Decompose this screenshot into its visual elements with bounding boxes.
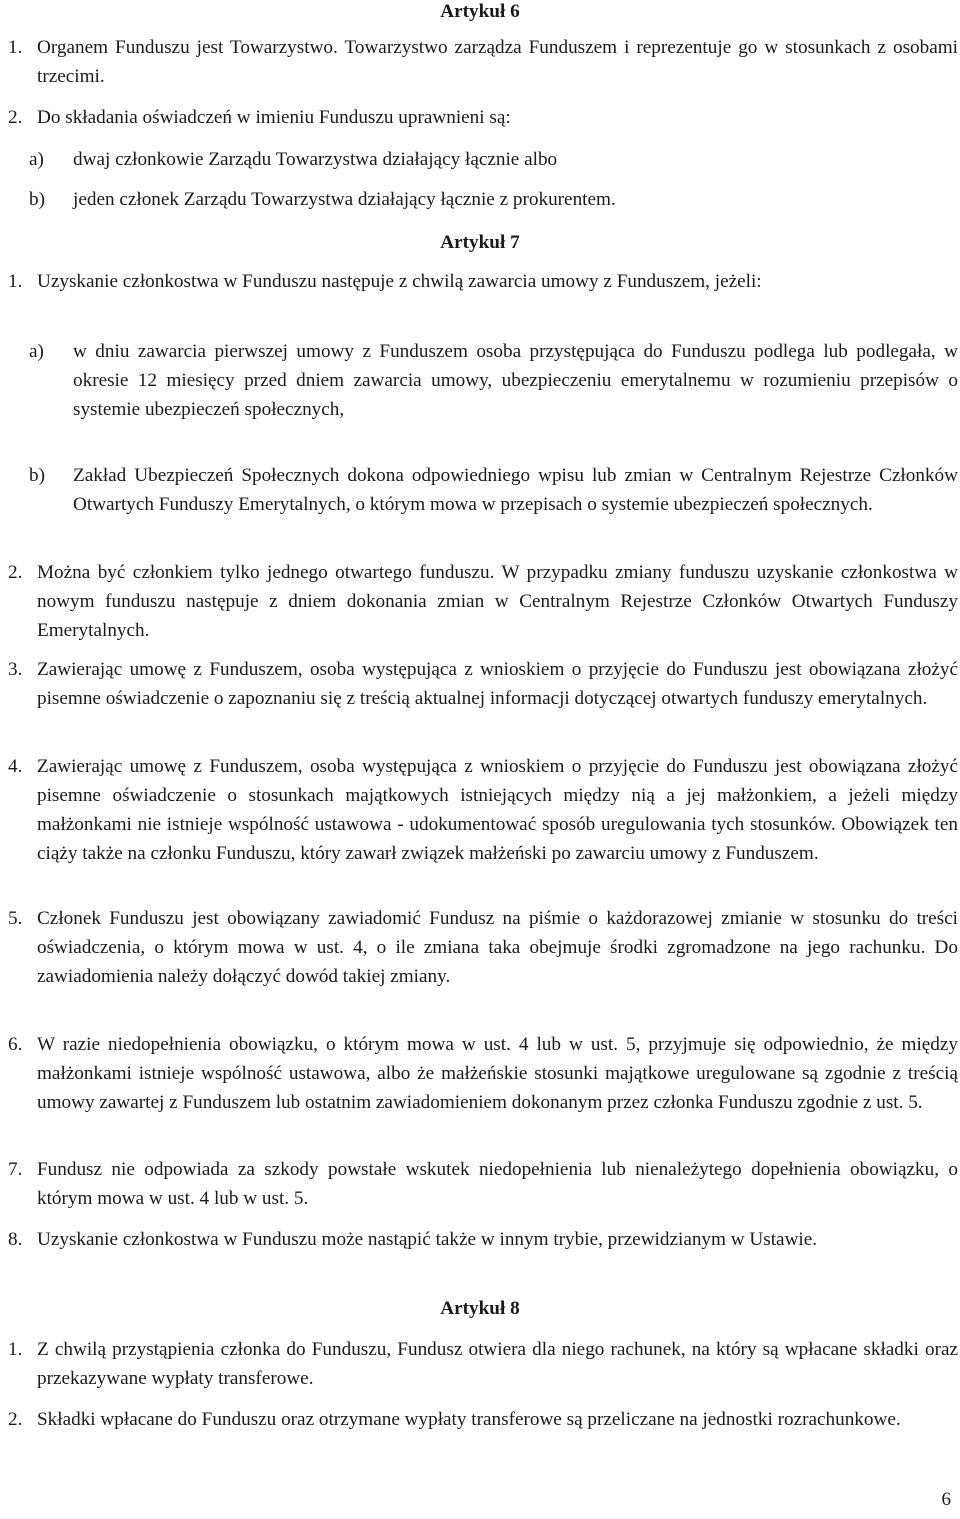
paragraph-text: Członek Funduszu jest obowiązany zawiadomić Fundusz na piśmie o każdorazowej zmianie w stosunku do treści oświadczenia, o którym mowa w ust. 4, o ile zmiana taka obejmuje środki zgromadzone na jego rachunku. Do zawiadomienia należy dołączyć dowód takiej zmiany. <box>37 908 958 987</box>
item-text: dwaj członkowie Zarządu Towarzystwa działający łącznie albo <box>73 149 558 170</box>
article-6-paragraph-1 <box>8 33 958 91</box>
paragraph-number: 2. <box>8 107 23 128</box>
paragraph-number: 8. <box>8 1229 23 1250</box>
item-letter: b) <box>29 189 45 210</box>
paragraph-number: 2. <box>8 1409 23 1430</box>
article-7-paragraph-8 <box>8 1225 958 1254</box>
item-letter: a) <box>29 149 44 170</box>
paragraph-number: 3. <box>8 659 23 680</box>
paragraph-text: Fundusz nie odpowiada za szkody powstałe wskutek niedopełnienia lub nienależytego dopełnienia obowiązku, o którym mowa w ust. 4 lub w ust. 5. <box>37 1159 958 1209</box>
paragraph-text: Do składania oświadczeń w imieniu Funduszu uprawnieni są: <box>37 107 511 128</box>
item-letter: b) <box>29 465 45 486</box>
paragraph-number: 7. <box>8 1159 23 1180</box>
article-8-heading: Artykuł 8 <box>440 1298 520 1319</box>
paragraph-text: W razie niedopełnienia obowiązku, o którym mowa w ust. 4 lub w ust. 5, przyjmuje się odpowiednio, że między małżonkami istnieje wspólność ustawowa, albo że małżeńskie stosunki majątkowe uregulowane są zgodnie z treścią umowy zawartej z Funduszem lub ostatnim zawiadomieniem dokonanym przez członka Funduszu zgodnie z ust. 5. <box>37 1034 958 1113</box>
paragraph-number: 4. <box>8 756 23 777</box>
article-7-paragraph-2 <box>8 558 958 645</box>
paragraph-text: Z chwilą przystąpienia członka do Funduszu, Fundusz otwiera dla niego rachunek, na który są wpłacane składki oraz przekazywane wypłaty transferowe. <box>37 1339 958 1389</box>
article-7-paragraph-7 <box>8 1155 958 1213</box>
paragraph-text: Zawierając umowę z Funduszem, osoba występująca z wnioskiem o przyjęcie do Funduszu jest obowiązana złożyć pisemne oświadczenie o stosunkach majątkowych istniejących między nią a jej małżonkiem, a jeżeli między małżonkami nie istnieje wspólność ustawowa - udokumentować sposób uregulowania tych stosunków. Obowiązek ten ciąży także na członku Funduszu, który zawarł związek małżeński po zawarciu umowy z Funduszem. <box>37 756 958 864</box>
paragraph-text: Można być członkiem tylko jednego otwartego funduszu. W przypadku zmiany funduszu uzyskanie członkostwa w nowym funduszu następuje z dniem dokonania zmian w Centralnym Rejestrze Członków Otwartych Funduszy Emerytalnych. <box>37 562 958 641</box>
paragraph-number: 1. <box>8 1339 23 1360</box>
article-7-paragraph-5 <box>8 904 958 991</box>
article-7-paragraph-1-item-b <box>29 461 958 519</box>
item-text: jeden członek Zarządu Towarzystwa działający łącznie z prokurentem. <box>73 189 616 210</box>
article-7-paragraph-6 <box>8 1030 958 1117</box>
paragraph-number: 1. <box>8 37 23 58</box>
page-number: 6 <box>941 1489 951 1510</box>
article-7-paragraph-4 <box>8 752 958 868</box>
article-6-heading: Artykuł 6 <box>440 1 520 22</box>
item-letter: a) <box>29 341 44 362</box>
paragraph-text: Organem Funduszu jest Towarzystwo. Towarzystwo zarządza Funduszem i reprezentuje go w stosunkach z osobami trzecimi. <box>37 37 958 87</box>
article-7-paragraph-3 <box>8 655 958 713</box>
paragraph-text: Uzyskanie członkostwa w Funduszu następuje z chwilą zawarcia umowy z Funduszem, jeżeli: <box>37 271 762 292</box>
paragraph-number: 6. <box>8 1034 23 1055</box>
paragraph-text: Składki wpłacane do Funduszu oraz otrzymane wypłaty transferowe są przeliczane na jednostki rozrachunkowe. <box>37 1409 901 1430</box>
article-6-paragraph-2-item-b <box>29 185 958 214</box>
item-text: Zakład Ubezpieczeń Społecznych dokona odpowiedniego wpisu lub zmian w Centralnym Rejestrze Członków Otwartych Funduszy Emerytalnych, o którym mowa w przepisach o systemie ubezpieczeń społecznych. <box>73 465 958 515</box>
article-8-paragraph-1 <box>8 1335 958 1393</box>
paragraph-text: Uzyskanie członkostwa w Funduszu może nastąpić także w innym trybie, przewidzianym w Ustawie. <box>37 1229 818 1250</box>
paragraph-number: 1. <box>8 271 23 292</box>
paragraph-number: 5. <box>8 908 23 929</box>
paragraph-text: Zawierając umowę z Funduszem, osoba występująca z wnioskiem o przyjęcie do Funduszu jest obowiązana złożyć pisemne oświadczenie o zapoznaniu się z treścią aktualnej informacji dotyczącej otwartych funduszy emerytalnych. <box>37 659 958 709</box>
article-6-paragraph-2-item-a <box>29 145 958 174</box>
paragraph-number: 2. <box>8 562 23 583</box>
article-7-paragraph-1-item-a <box>29 337 958 424</box>
article-7-paragraph-1 <box>8 267 958 296</box>
item-text: w dniu zawarcia pierwszej umowy z Funduszem osoba przystępująca do Funduszu podlega lub podlegała, w okresie 12 miesięcy przed dniem zawarcia umowy, ubezpieczeniu emerytalnemu w rozumieniu przepisów o systemie ubezpieczeń społecznych, <box>73 341 958 420</box>
article-7-heading: Artykuł 7 <box>440 232 520 253</box>
article-6-paragraph-2 <box>8 103 958 132</box>
article-8-paragraph-2 <box>8 1405 958 1434</box>
